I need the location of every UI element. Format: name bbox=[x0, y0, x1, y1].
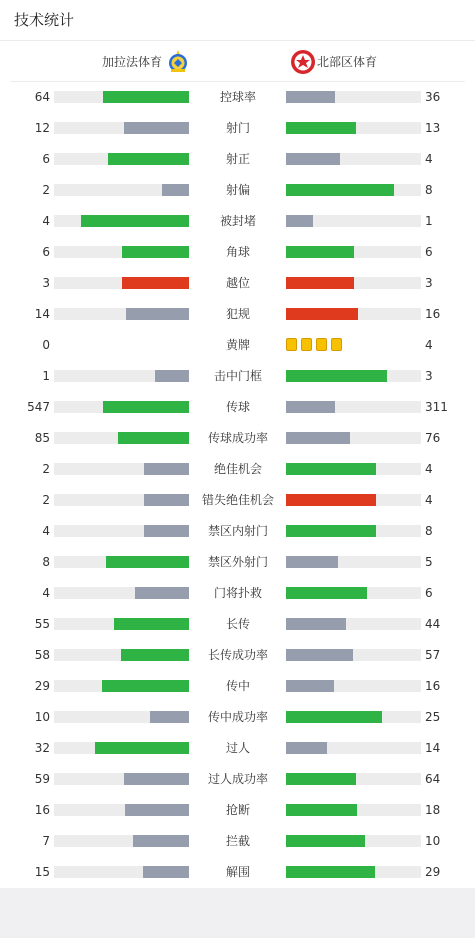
stat-row bbox=[0, 769, 475, 789]
home-bar-track bbox=[54, 184, 189, 196]
stat-row bbox=[0, 335, 475, 355]
home-bar-fill bbox=[103, 91, 189, 103]
away-value: 4 bbox=[425, 152, 433, 166]
stat-row bbox=[0, 831, 475, 851]
home-value: 547 bbox=[27, 400, 50, 414]
away-bar-fill bbox=[286, 432, 350, 444]
away-bar-track bbox=[286, 153, 421, 165]
home-value: 8 bbox=[42, 555, 50, 569]
away-bar-track bbox=[286, 494, 421, 506]
home-team-name: 加拉法体育 bbox=[102, 54, 163, 69]
home-bar-track bbox=[54, 463, 189, 475]
stat-label: 抢断 bbox=[225, 803, 250, 817]
away-value: 6 bbox=[425, 586, 433, 600]
stat-row bbox=[0, 800, 475, 820]
away-bar-track bbox=[286, 370, 421, 382]
away-value: 36 bbox=[425, 90, 441, 104]
away-bar-track bbox=[286, 308, 421, 320]
away-bar-track bbox=[286, 773, 421, 785]
home-team-logo bbox=[166, 49, 190, 73]
away-bar-track bbox=[286, 711, 421, 723]
home-value: 10 bbox=[34, 710, 50, 724]
stat-label: 射正 bbox=[225, 152, 250, 166]
home-bar-track bbox=[54, 153, 189, 165]
home-bar-fill bbox=[81, 215, 189, 227]
away-bar-track bbox=[286, 587, 421, 599]
away-value: 4 bbox=[425, 338, 433, 352]
home-bar-track bbox=[54, 122, 189, 134]
away-bar-fill bbox=[286, 494, 376, 506]
home-bar-track bbox=[54, 246, 189, 258]
home-bar-fill bbox=[102, 680, 189, 692]
away-team[interactable] bbox=[290, 48, 377, 74]
away-bar-fill bbox=[286, 742, 327, 754]
home-value: 2 bbox=[42, 183, 50, 197]
away-value: 14 bbox=[425, 741, 441, 755]
home-bar-fill bbox=[114, 618, 189, 630]
stat-row bbox=[0, 87, 475, 107]
home-bar-fill bbox=[150, 711, 189, 723]
away-bar-fill bbox=[286, 153, 340, 165]
home-bar-fill bbox=[124, 773, 189, 785]
home-value: 3 bbox=[42, 276, 50, 290]
stat-label: 拦截 bbox=[225, 834, 250, 848]
away-bar-track bbox=[286, 432, 421, 444]
stat-label: 长传 bbox=[225, 617, 250, 631]
stat-row bbox=[0, 707, 475, 727]
stat-row bbox=[0, 366, 475, 386]
away-value: 10 bbox=[425, 834, 441, 848]
away-bar-track bbox=[286, 463, 421, 475]
stat-label: 越位 bbox=[225, 276, 250, 290]
home-bar-track bbox=[54, 494, 189, 506]
away-bar-fill bbox=[286, 804, 357, 816]
home-value: 6 bbox=[42, 245, 50, 259]
away-value: 16 bbox=[425, 679, 441, 693]
home-bar-track bbox=[54, 432, 189, 444]
home-bar-track bbox=[54, 711, 189, 723]
home-bar-track bbox=[54, 680, 189, 692]
stat-row bbox=[0, 676, 475, 696]
home-bar-fill bbox=[162, 184, 189, 196]
away-bar-track bbox=[286, 277, 421, 289]
home-bar-track bbox=[54, 587, 189, 599]
stat-row bbox=[0, 645, 475, 665]
home-bar-track bbox=[54, 370, 189, 382]
away-bar-track bbox=[286, 525, 421, 537]
home-value: 58 bbox=[34, 648, 50, 662]
away-bar-fill bbox=[286, 246, 354, 258]
home-bar-track bbox=[54, 277, 189, 289]
stat-row bbox=[0, 490, 475, 510]
away-bar-fill bbox=[286, 122, 356, 134]
stat-row bbox=[0, 614, 475, 634]
stat-row bbox=[0, 149, 475, 169]
home-bar-fill bbox=[133, 835, 189, 847]
away-value: 4 bbox=[425, 493, 433, 507]
away-bar-track bbox=[286, 556, 421, 568]
home-value: 2 bbox=[42, 493, 50, 507]
home-bar-track bbox=[54, 215, 189, 227]
home-value: 29 bbox=[34, 679, 50, 693]
home-bar-fill bbox=[135, 587, 189, 599]
stat-row bbox=[0, 583, 475, 603]
away-value: 25 bbox=[425, 710, 441, 724]
home-value: 1 bbox=[42, 369, 50, 383]
away-team-name: 北部区体育 bbox=[317, 54, 378, 69]
away-team-logo bbox=[290, 49, 314, 73]
home-bar-fill bbox=[143, 866, 189, 878]
home-value: 0 bbox=[42, 338, 50, 352]
divider bbox=[10, 81, 465, 82]
home-bar-track bbox=[54, 804, 189, 816]
home-bar-fill bbox=[125, 804, 189, 816]
away-bar-track bbox=[286, 649, 421, 661]
stat-label: 传球 bbox=[225, 400, 250, 414]
away-value: 311 bbox=[425, 400, 448, 414]
stat-label: 被封堵 bbox=[219, 214, 256, 228]
away-value: 16 bbox=[425, 307, 441, 321]
away-bar-fill bbox=[286, 401, 335, 413]
stat-label: 错失绝佳机会 bbox=[201, 493, 274, 507]
away-bar-fill bbox=[286, 277, 354, 289]
home-value: 4 bbox=[42, 214, 50, 228]
stat-label: 传中 bbox=[225, 679, 250, 693]
away-yellow-cards bbox=[286, 338, 346, 352]
home-bar-track bbox=[54, 773, 189, 785]
stat-row bbox=[0, 304, 475, 324]
home-bar-track bbox=[54, 835, 189, 847]
away-bar-track bbox=[286, 215, 421, 227]
away-bar-fill bbox=[286, 680, 334, 692]
home-value: 64 bbox=[34, 90, 50, 104]
away-bar-fill bbox=[286, 308, 358, 320]
home-bar-track bbox=[54, 525, 189, 537]
home-value: 4 bbox=[42, 524, 50, 538]
stat-row bbox=[0, 521, 475, 541]
away-bar-fill bbox=[286, 556, 338, 568]
away-bar-track bbox=[286, 246, 421, 258]
away-bar-track bbox=[286, 742, 421, 754]
away-bar-fill bbox=[286, 370, 387, 382]
home-bar-track bbox=[54, 556, 189, 568]
home-bar-fill bbox=[122, 246, 190, 258]
home-bar-fill bbox=[103, 401, 189, 413]
away-value: 29 bbox=[425, 865, 441, 879]
away-bar-fill bbox=[286, 463, 376, 475]
stat-row bbox=[0, 459, 475, 479]
stat-label: 过人成功率 bbox=[207, 772, 268, 786]
away-value: 3 bbox=[425, 276, 433, 290]
away-value: 64 bbox=[425, 772, 441, 786]
away-bar-track bbox=[286, 680, 421, 692]
home-bar-fill bbox=[144, 494, 189, 506]
stat-label: 长传成功率 bbox=[207, 648, 268, 662]
home-value: 55 bbox=[34, 617, 50, 631]
home-bar-fill bbox=[144, 463, 189, 475]
stat-row bbox=[0, 242, 475, 262]
away-bar-fill bbox=[286, 184, 394, 196]
home-bar-fill bbox=[118, 432, 189, 444]
home-team[interactable] bbox=[102, 48, 190, 74]
stat-label: 犯规 bbox=[225, 307, 250, 321]
away-bar-fill bbox=[286, 618, 346, 630]
away-value: 6 bbox=[425, 245, 433, 259]
away-value: 18 bbox=[425, 803, 441, 817]
home-value: 2 bbox=[42, 462, 50, 476]
away-bar-fill bbox=[286, 91, 335, 103]
home-bar-fill bbox=[106, 556, 189, 568]
away-bar-track bbox=[286, 618, 421, 630]
home-bar-fill bbox=[108, 153, 189, 165]
stat-label: 门将扑救 bbox=[213, 586, 262, 600]
yellow-card-icon bbox=[316, 338, 327, 351]
away-bar-fill bbox=[286, 587, 367, 599]
away-bar-track bbox=[286, 804, 421, 816]
home-value: 4 bbox=[42, 586, 50, 600]
home-value: 7 bbox=[42, 834, 50, 848]
away-value: 76 bbox=[425, 431, 441, 445]
away-bar-track bbox=[286, 184, 421, 196]
home-bar-track bbox=[54, 308, 189, 320]
home-bar-track bbox=[54, 618, 189, 630]
home-bar-fill bbox=[122, 277, 190, 289]
stat-row bbox=[0, 180, 475, 200]
yellow-card-icon bbox=[301, 338, 312, 351]
home-value: 15 bbox=[34, 865, 50, 879]
home-bar-track bbox=[54, 649, 189, 661]
away-value: 8 bbox=[425, 524, 433, 538]
stat-label: 传中成功率 bbox=[207, 710, 268, 724]
stat-row bbox=[0, 211, 475, 231]
stat-row bbox=[0, 428, 475, 448]
away-value: 5 bbox=[425, 555, 433, 569]
yellow-card-icon bbox=[331, 338, 342, 351]
away-bar-fill bbox=[286, 525, 376, 537]
stat-label: 角球 bbox=[225, 245, 250, 259]
stat-row bbox=[0, 862, 475, 882]
home-bar-track bbox=[54, 866, 189, 878]
page-title: 技术统计 bbox=[14, 11, 75, 29]
stat-row bbox=[0, 118, 475, 138]
away-value: 57 bbox=[425, 648, 441, 662]
away-bar-track bbox=[286, 401, 421, 413]
away-bar-fill bbox=[286, 773, 356, 785]
home-bar-fill bbox=[126, 308, 189, 320]
away-bar-track bbox=[286, 91, 421, 103]
away-value: 8 bbox=[425, 183, 433, 197]
stat-label: 禁区外射门 bbox=[207, 555, 268, 569]
yellow-card-icon bbox=[286, 338, 297, 351]
home-value: 12 bbox=[34, 121, 50, 135]
away-bar-fill bbox=[286, 711, 382, 723]
home-bar-fill bbox=[121, 649, 189, 661]
stat-label: 射偏 bbox=[225, 183, 250, 197]
home-bar-track bbox=[54, 742, 189, 754]
stat-row bbox=[0, 738, 475, 758]
stat-label: 黄牌 bbox=[225, 338, 250, 352]
stat-label: 绝佳机会 bbox=[213, 462, 262, 476]
stat-label: 传球成功率 bbox=[207, 431, 268, 445]
stat-row bbox=[0, 552, 475, 572]
away-bar-track bbox=[286, 866, 421, 878]
stat-label: 解围 bbox=[225, 865, 250, 879]
away-value: 13 bbox=[425, 121, 441, 135]
stat-label: 禁区内射门 bbox=[207, 524, 268, 538]
away-bar-track bbox=[286, 122, 421, 134]
home-bar-track bbox=[54, 91, 189, 103]
away-bar-fill bbox=[286, 866, 375, 878]
away-bar-track bbox=[286, 835, 421, 847]
away-value: 44 bbox=[425, 617, 441, 631]
away-value: 1 bbox=[425, 214, 433, 228]
divider bbox=[0, 40, 475, 41]
home-value: 32 bbox=[34, 741, 50, 755]
home-value: 16 bbox=[34, 803, 50, 817]
home-bar-fill bbox=[144, 525, 189, 537]
away-value: 4 bbox=[425, 462, 433, 476]
home-value: 59 bbox=[34, 772, 50, 786]
stat-row bbox=[0, 273, 475, 293]
home-bar-fill bbox=[95, 742, 189, 754]
home-value: 6 bbox=[42, 152, 50, 166]
home-bar-track bbox=[54, 401, 189, 413]
home-value: 14 bbox=[34, 307, 50, 321]
stat-label: 击中门框 bbox=[213, 369, 262, 383]
home-bar-fill bbox=[155, 370, 189, 382]
home-bar-fill bbox=[124, 122, 189, 134]
stat-label: 过人 bbox=[225, 741, 250, 755]
away-bar-fill bbox=[286, 215, 313, 227]
stat-label: 射门 bbox=[225, 121, 250, 135]
away-bar-fill bbox=[286, 835, 365, 847]
away-value: 3 bbox=[425, 369, 433, 383]
away-bar-fill bbox=[286, 649, 353, 661]
stat-row bbox=[0, 397, 475, 417]
home-value: 85 bbox=[34, 431, 50, 445]
stat-label: 控球率 bbox=[219, 90, 256, 104]
